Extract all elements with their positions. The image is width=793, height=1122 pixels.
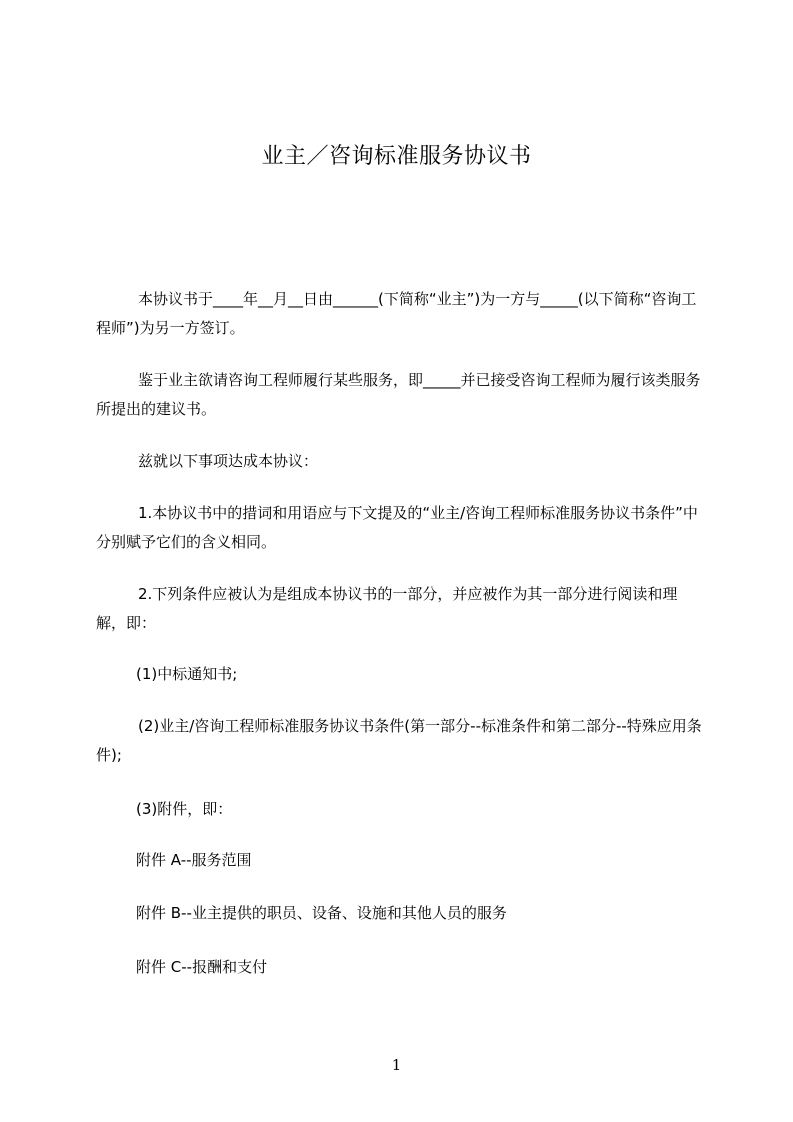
paragraph-clause-2: 2.下列条件应被认为是组成本协议书的一部分，并应被作为其一部分进行阅读和理解，即： <box>96 585 678 632</box>
page-number: 1 <box>391 1056 402 1074</box>
paragraph-whereas: 鉴于业主欲请咨询工程师履行某些服务，即_____并已接受咨询工程师为履行该类服务所提出的建议书。 <box>96 371 701 418</box>
appendix-b: 附件 B--业主提供的职员、设备、设施和其他人员的服务 <box>136 904 507 922</box>
paragraph-item-3: (3)附件，即： <box>136 800 233 818</box>
document-title: 业主／咨询标准服务协议书 <box>261 144 532 169</box>
paragraph-item-1: (1)中标通知书; <box>136 665 238 683</box>
appendix-c: 附件 C--报酬和支付 <box>136 958 268 976</box>
paragraph-agreed-matters: 兹就以下事项达成本协议： <box>138 452 319 470</box>
paragraph-item-2: (2)业主/咨询工程师标准服务协议书条件(第一部分--标准条件和第二部分--特殊应用条件); <box>96 717 702 764</box>
paragraph-agreement-date: 本协议书于____年__月__日由______(下简称“业主”)为一方与_____(以下简称“咨询工程师”)为另一方签订。 <box>96 290 697 337</box>
appendix-a: 附件 A--服务范围 <box>136 851 252 869</box>
paragraph-clause-1: 1.本协议书中的措词和用语应与下文提及的“业主/咨询工程师标准服务协议书条件”中分别赋予它们的含义相同。 <box>96 504 698 551</box>
